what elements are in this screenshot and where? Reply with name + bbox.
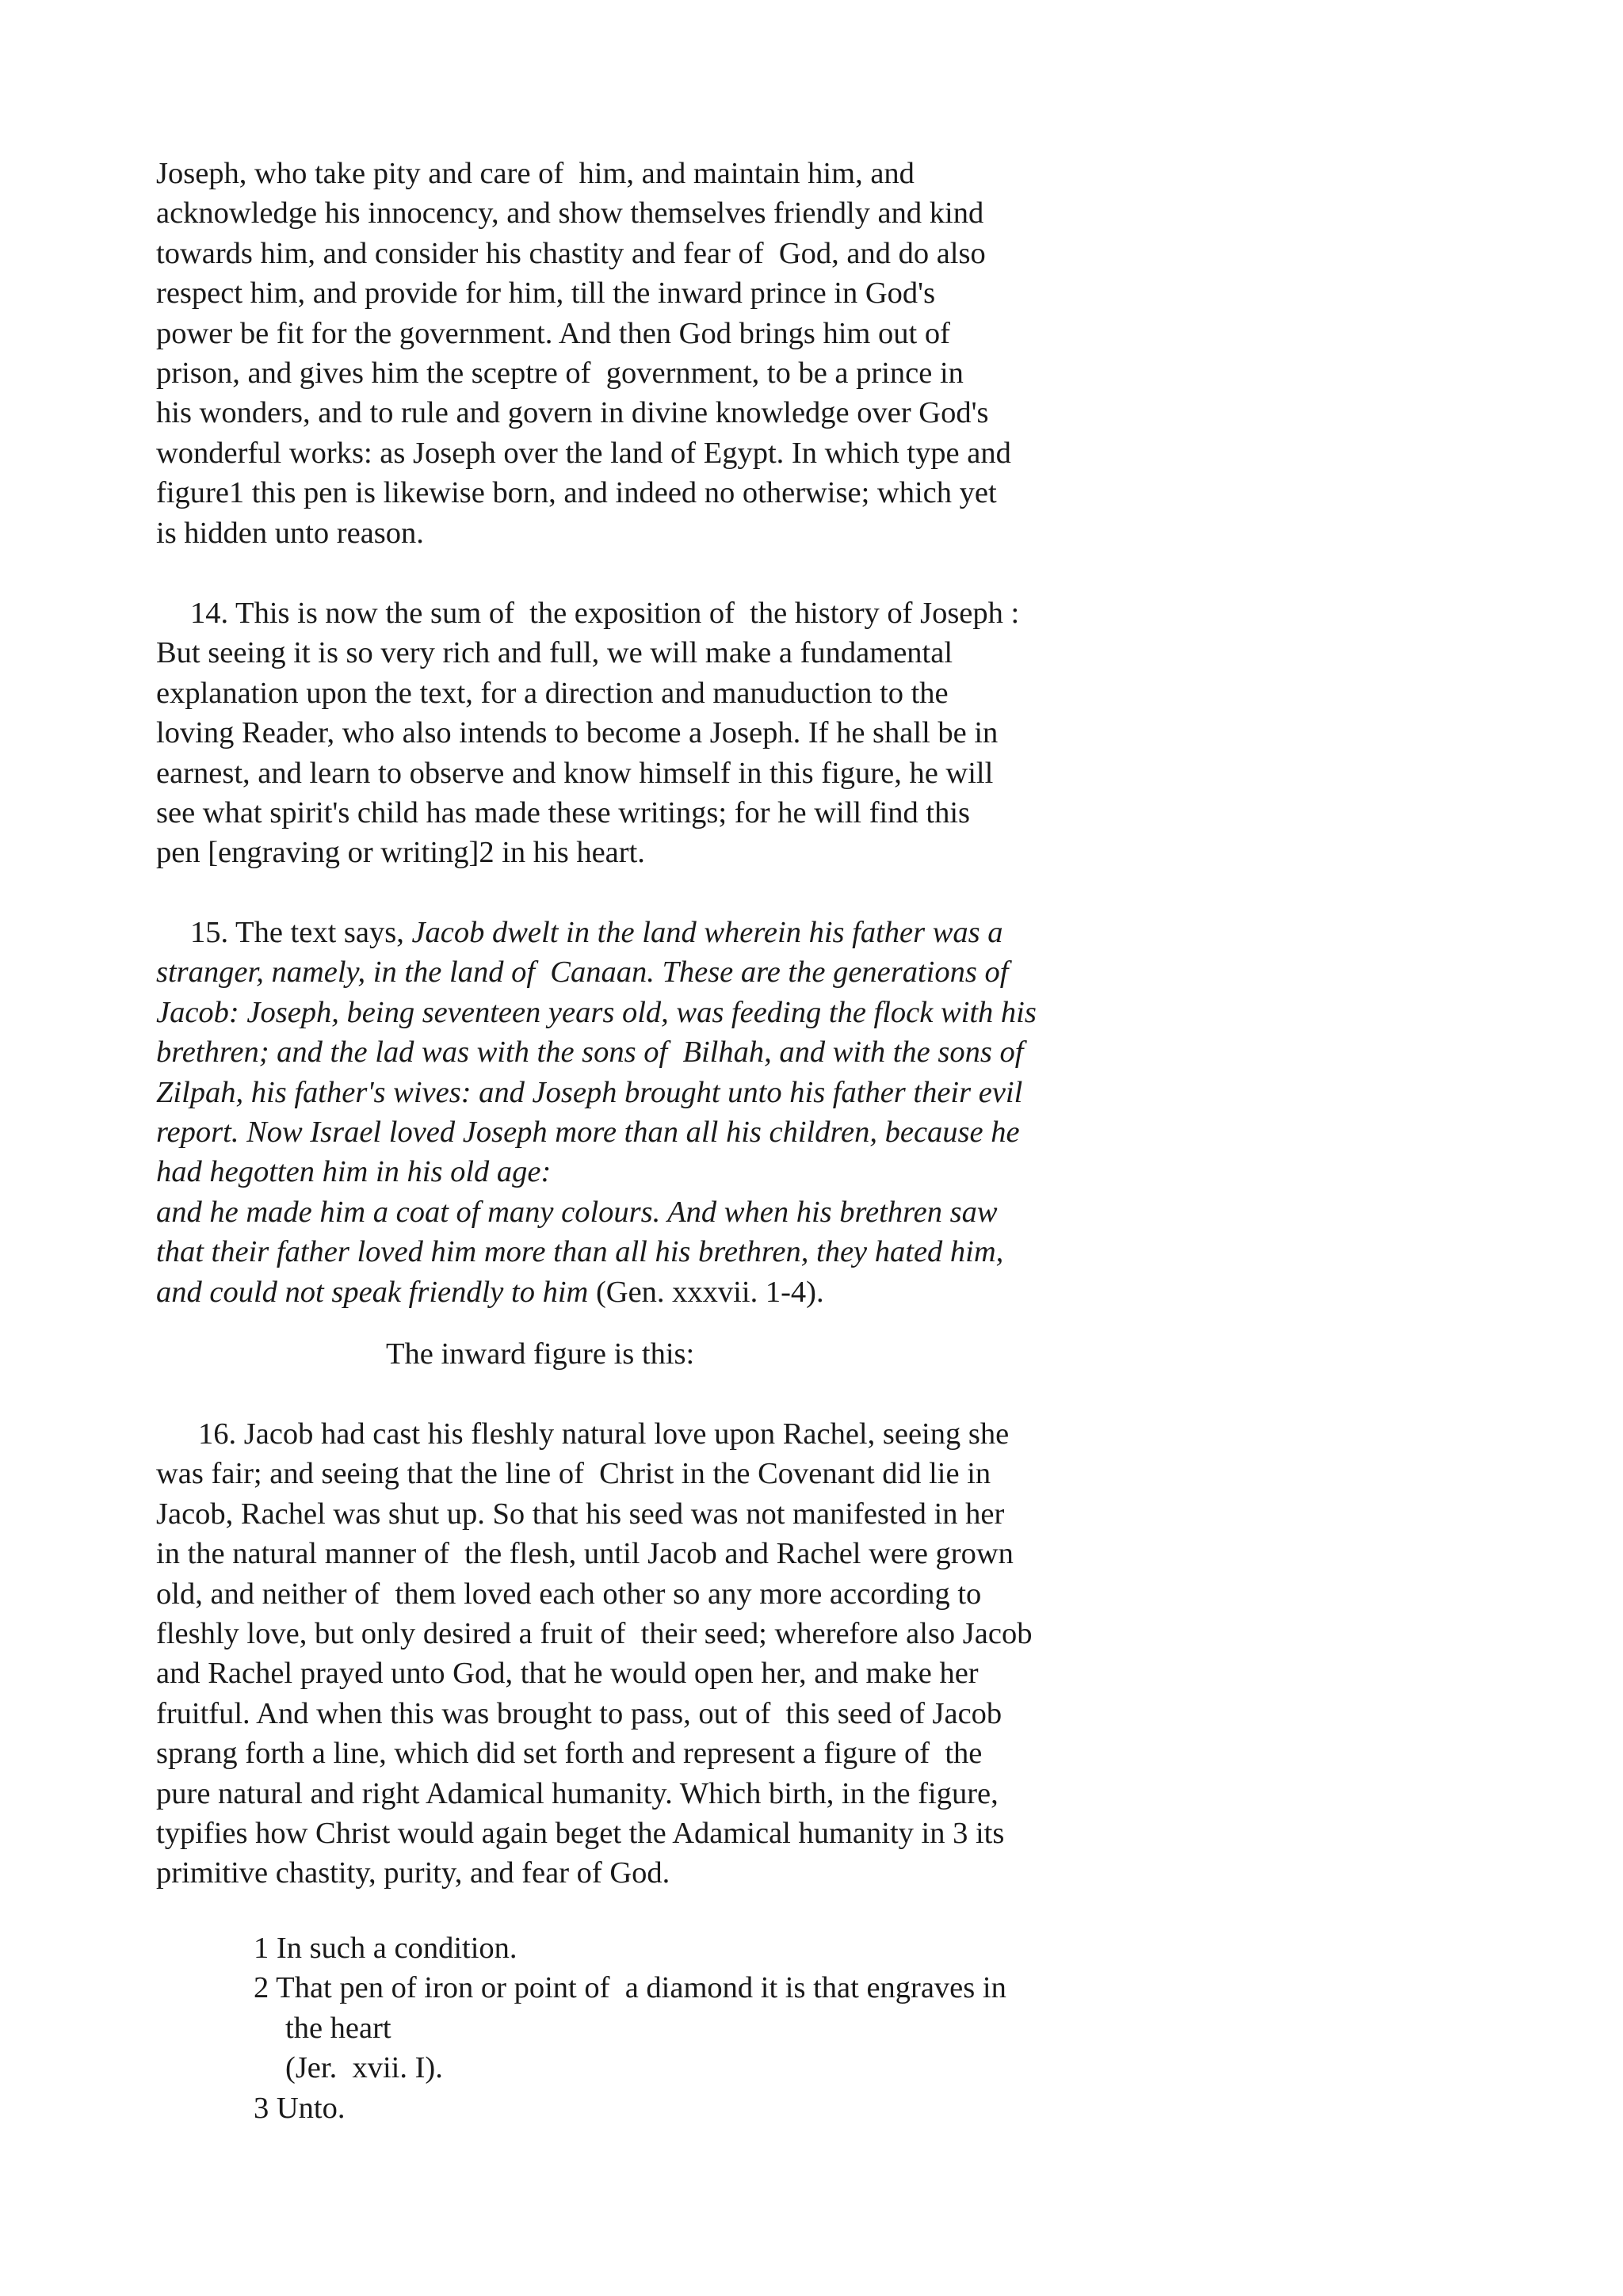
paragraph-15 bbox=[156, 913, 1155, 1312]
text-line: pen [engraving or writing]2 in his heart. bbox=[156, 836, 645, 870]
text-line: in the natural manner of the flesh, until Jacob and Rachel were grown bbox=[156, 1537, 1014, 1571]
footnote-2-reference: (Jer. xvii. I). bbox=[285, 2051, 443, 2085]
continuation-paragraph bbox=[156, 154, 1155, 553]
scripture-line: stranger, namely, in the land of Canaan. These are the generations of bbox=[156, 955, 1009, 990]
text-line: was fair; and seeing that the line of Christ in the Covenant did lie in bbox=[156, 1457, 991, 1491]
paragraph-lead: 15. The text says, bbox=[190, 916, 412, 949]
text-line: towards him, and consider his chastity and fear of God, and do also bbox=[156, 236, 986, 270]
text-line: primitive chastity, purity, and fear of God. bbox=[156, 1856, 670, 1890]
text-line bbox=[156, 1272, 1155, 1312]
text-line: Jacob, Rachel was shut up. So that his seed was not manifested in her bbox=[156, 1497, 1005, 1531]
footnote-1: 1 In such a condition. bbox=[254, 1932, 517, 1965]
text-line: is hidden unto reason. bbox=[156, 516, 424, 550]
scripture-quote: Jacob dwelt in the land wherein his father was a bbox=[411, 916, 1003, 949]
text-line: 14. This is now the sum of the exposition of the history of Joseph : bbox=[190, 597, 1020, 630]
text-line: his wonders, and to rule and govern in divine knowledge over God's bbox=[156, 396, 989, 430]
footnotes bbox=[254, 1928, 1125, 2128]
text-line: 16. Jacob had cast his fleshly natural love upon Rachel, seeing she bbox=[198, 1417, 1010, 1451]
text-line: prison, and gives him the sceptre of government, to be a prince in bbox=[156, 357, 964, 391]
text-line: figure1 this pen is likewise born, and indeed no otherwise; which yet bbox=[156, 476, 997, 510]
text-line: old, and neither of them loved each other so any more according to bbox=[156, 1577, 982, 1611]
scripture-line: brethren; and the lad was with the sons of Bilhah, and with the sons of bbox=[156, 1035, 1024, 1070]
text-line: and Rachel prayed unto God, that he would open her, and make her bbox=[156, 1657, 979, 1691]
paragraph-14 bbox=[156, 593, 1155, 873]
footnote-3: 3 Unto. bbox=[254, 2091, 346, 2125]
text-line: loving Reader, who also intends to become a Joseph. If he shall be in bbox=[156, 716, 999, 750]
text-line: earnest, and learn to observe and know himself in this figure, he will bbox=[156, 756, 994, 790]
text-line: see what spirit's child has made these writings; for he will find this bbox=[156, 796, 970, 830]
text-line: fruitful. And when this was brought to pass, out of this seed of Jacob bbox=[156, 1696, 1002, 1730]
text-line: sprang forth a line, which did set forth and represent a figure of the bbox=[156, 1737, 983, 1771]
text-line: pure natural and right Adamical humanity. Which birth, in the figure, bbox=[156, 1776, 999, 1810]
text-line: fleshly love, but only desired a fruit of their seed; wherefore also Jacob bbox=[156, 1617, 1033, 1651]
text-line: wonderful works: as Joseph over the land of Egypt. In which type and bbox=[156, 436, 1011, 470]
text-line: typifies how Christ would again beget the Adamical humanity in 3 its bbox=[156, 1817, 1005, 1851]
footnote-2: 2 That pen of iron or point of a diamond it is that engraves in bbox=[254, 1971, 1006, 2005]
scripture-line: had hegotten him in his old age: bbox=[156, 1155, 552, 1189]
scripture-line: and he made him a coat of many colours. And when his brethren saw bbox=[156, 1195, 998, 1229]
scripture-line: Jacob: Joseph, being seventeen years old, was feeding the flock with his bbox=[156, 995, 1037, 1029]
footnote-2-continuation: the heart bbox=[285, 2011, 391, 2045]
text-line: explanation upon the text, for a direction and manuduction to the bbox=[156, 676, 949, 710]
text-line: power be fit for the government. And then God brings him out of bbox=[156, 316, 950, 350]
scripture-quote: and could not speak friendly to him bbox=[156, 1275, 589, 1309]
text-line: acknowledge his innocency, and show themselves friendly and kind bbox=[156, 196, 984, 231]
scripture-line: report. Now Israel loved Joseph more than all his children, because he bbox=[156, 1116, 1020, 1150]
text-line: respect him, and provide for him, till the inward prince in God's bbox=[156, 277, 936, 311]
section-heading: The inward figure is this: bbox=[386, 1337, 695, 1371]
text-line: Joseph, who take pity and care of him, and maintain him, and bbox=[156, 157, 915, 190]
paragraph-16 bbox=[156, 1414, 1155, 1894]
scripture-reference: (Gen. xxxvii. 1-4). bbox=[588, 1275, 824, 1309]
scripture-line: Zilpah, his father's wives: and Joseph brought unto his father their evil bbox=[156, 1075, 1023, 1109]
text-line bbox=[156, 913, 1155, 952]
scripture-line: that their father loved him more than all his brethren, they hated him, bbox=[156, 1235, 1004, 1269]
text-line: But seeing it is so very rich and full, we will make a fundamental bbox=[156, 636, 953, 670]
